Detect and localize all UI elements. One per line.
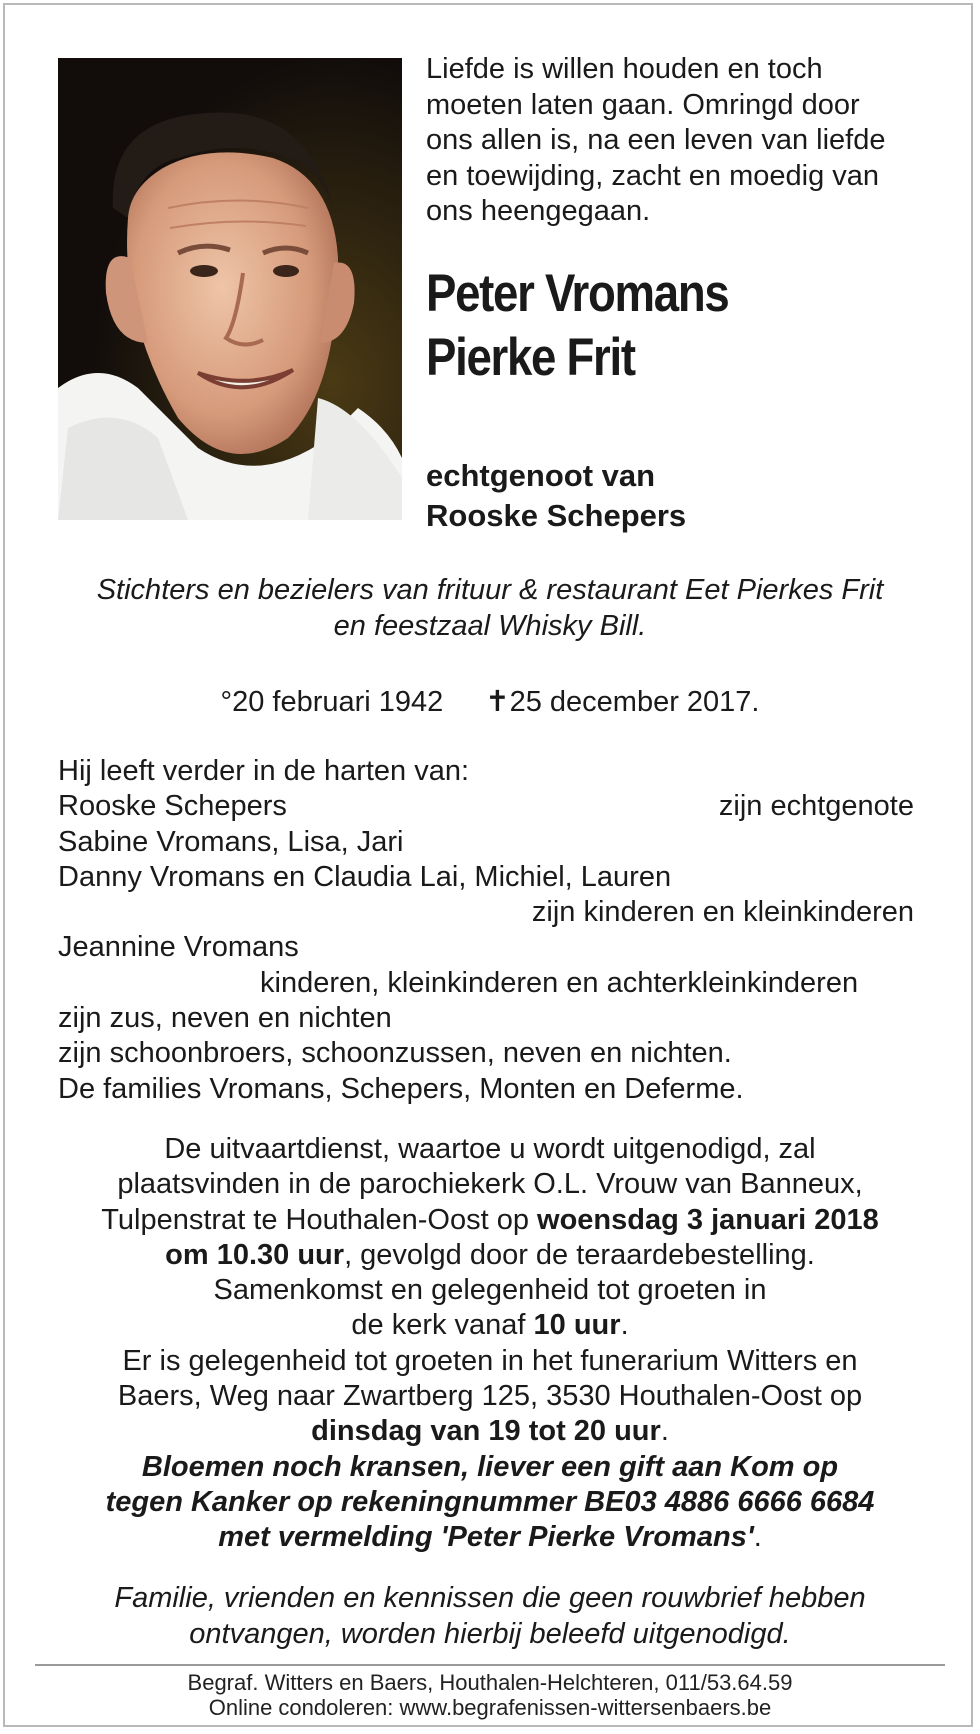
relation-label: echtgenoot van bbox=[426, 458, 656, 493]
death-date: ✝25 december 2017. bbox=[485, 686, 760, 718]
footer bbox=[0, 1670, 980, 1720]
family-line: zijn zus, neven en nichten bbox=[58, 1002, 392, 1035]
family-role: zijn kinderen en kleinkinderen bbox=[531, 896, 914, 929]
life-dates bbox=[0, 684, 980, 720]
family-member: Rooske Schepers bbox=[58, 790, 287, 823]
deceased-name bbox=[426, 262, 728, 390]
family-role: kinderen, kleinkinderen en achterkleinkinderen bbox=[260, 966, 859, 999]
family-member: Jeannine Vromans bbox=[58, 931, 299, 964]
donation-text: Bloemen noch kransen, liever een gift aan Kom op bbox=[141, 1450, 839, 1483]
family-member: Sabine Vromans, Lisa, Jari bbox=[58, 825, 404, 858]
spouse-relation bbox=[426, 456, 686, 536]
service-time: om 10.30 uur bbox=[165, 1238, 345, 1271]
poem-line: en toewijding, zacht en moedig van bbox=[426, 159, 880, 192]
service-text: . bbox=[660, 1415, 669, 1448]
service-text: de kerk vanaf bbox=[351, 1309, 534, 1342]
poem-line: ons allen is, na een leven van liefde bbox=[426, 124, 886, 156]
gathering-time: 10 uur bbox=[533, 1309, 621, 1342]
donation-text: tegen Kanker op rekeningnummer BE03 4886 6666 6684 bbox=[105, 1485, 875, 1518]
closing-note bbox=[30, 1580, 950, 1652]
donation-text: met vermelding 'Peter Pierke Vromans' bbox=[218, 1521, 754, 1554]
family-intro: Hij leeft verder in de harten van: bbox=[58, 755, 470, 787]
spouse-name: Rooske Schepers bbox=[426, 498, 687, 533]
service-text: . bbox=[620, 1309, 629, 1342]
footer-divider bbox=[35, 1664, 945, 1666]
family-line: De families Vromans, Schepers, Monten en Deferme. bbox=[58, 1072, 744, 1105]
service-text: Tulpenstrat te Houthalen-Oost op bbox=[101, 1203, 538, 1236]
service-date: woensdag 3 januari 2018 bbox=[537, 1203, 879, 1236]
service-info bbox=[30, 1132, 950, 1556]
poem-line: moeten laten gaan. Omringd door bbox=[426, 88, 860, 121]
closing-line: Familie, vrienden en kennissen die geen rouwbrief hebben bbox=[114, 1582, 866, 1614]
deceased-nickname-line: Pierke Frit bbox=[426, 328, 635, 387]
condolence-website: Online condoleren: www.begrafenissen-wittersenbaers.be bbox=[208, 1695, 772, 1720]
deceased-name-line: Peter Vromans bbox=[426, 264, 729, 323]
service-line bbox=[30, 1203, 950, 1238]
service-line bbox=[30, 1414, 950, 1449]
founders-note bbox=[40, 572, 940, 644]
portrait-photo bbox=[58, 58, 402, 520]
service-line bbox=[30, 1238, 950, 1273]
visiting-hours: dinsdag van 19 tot 20 uur bbox=[311, 1415, 661, 1448]
family-line: zijn schoonbroers, schoonzussen, neven en nichten. bbox=[58, 1037, 732, 1070]
birth-date: °20 februari 1942 bbox=[220, 686, 444, 718]
family-list bbox=[58, 754, 914, 1107]
service-line: De uitvaartdienst, waartoe u wordt uitgenodigd, zal bbox=[164, 1133, 816, 1165]
poem bbox=[426, 52, 946, 230]
family-row bbox=[58, 789, 914, 824]
service-line bbox=[30, 1308, 950, 1343]
donation-line bbox=[30, 1450, 950, 1485]
funeral-home-contact: Begraf. Witters en Baers, Houthalen-Helchteren, 011/53.64.59 bbox=[187, 1670, 793, 1695]
family-role: zijn echtgenote bbox=[718, 790, 914, 823]
service-line: Baers, Weg naar Zwartberg 125, 3530 Houthalen-Oost op bbox=[117, 1380, 863, 1413]
closing-line: ontvangen, worden hierbij beleefd uitgenodigd. bbox=[189, 1618, 791, 1650]
service-line: Samenkomst en gelegenheid tot groeten in bbox=[213, 1274, 767, 1307]
service-text: , gevolgd door de teraardebestelling. bbox=[344, 1238, 815, 1271]
founders-line: en feestzaal Whisky Bill. bbox=[333, 610, 647, 642]
service-line: plaatsvinden in de parochiekerk O.L. Vrouw van Banneux, bbox=[117, 1168, 863, 1201]
poem-line: Liefde is willen houden en toch bbox=[426, 53, 823, 85]
donation-line bbox=[30, 1520, 950, 1555]
service-text: . bbox=[753, 1521, 762, 1554]
service-line: Er is gelegenheid tot groeten in het funerarium Witters en bbox=[122, 1344, 858, 1377]
donation-line bbox=[30, 1485, 950, 1520]
family-member: Danny Vromans en Claudia Lai, Michiel, Lauren bbox=[58, 860, 672, 893]
poem-line: ons heengegaan. bbox=[426, 195, 651, 227]
founders-line: Stichters en bezielers van frituur & restaurant Eet Pierkes Frit bbox=[96, 574, 884, 606]
